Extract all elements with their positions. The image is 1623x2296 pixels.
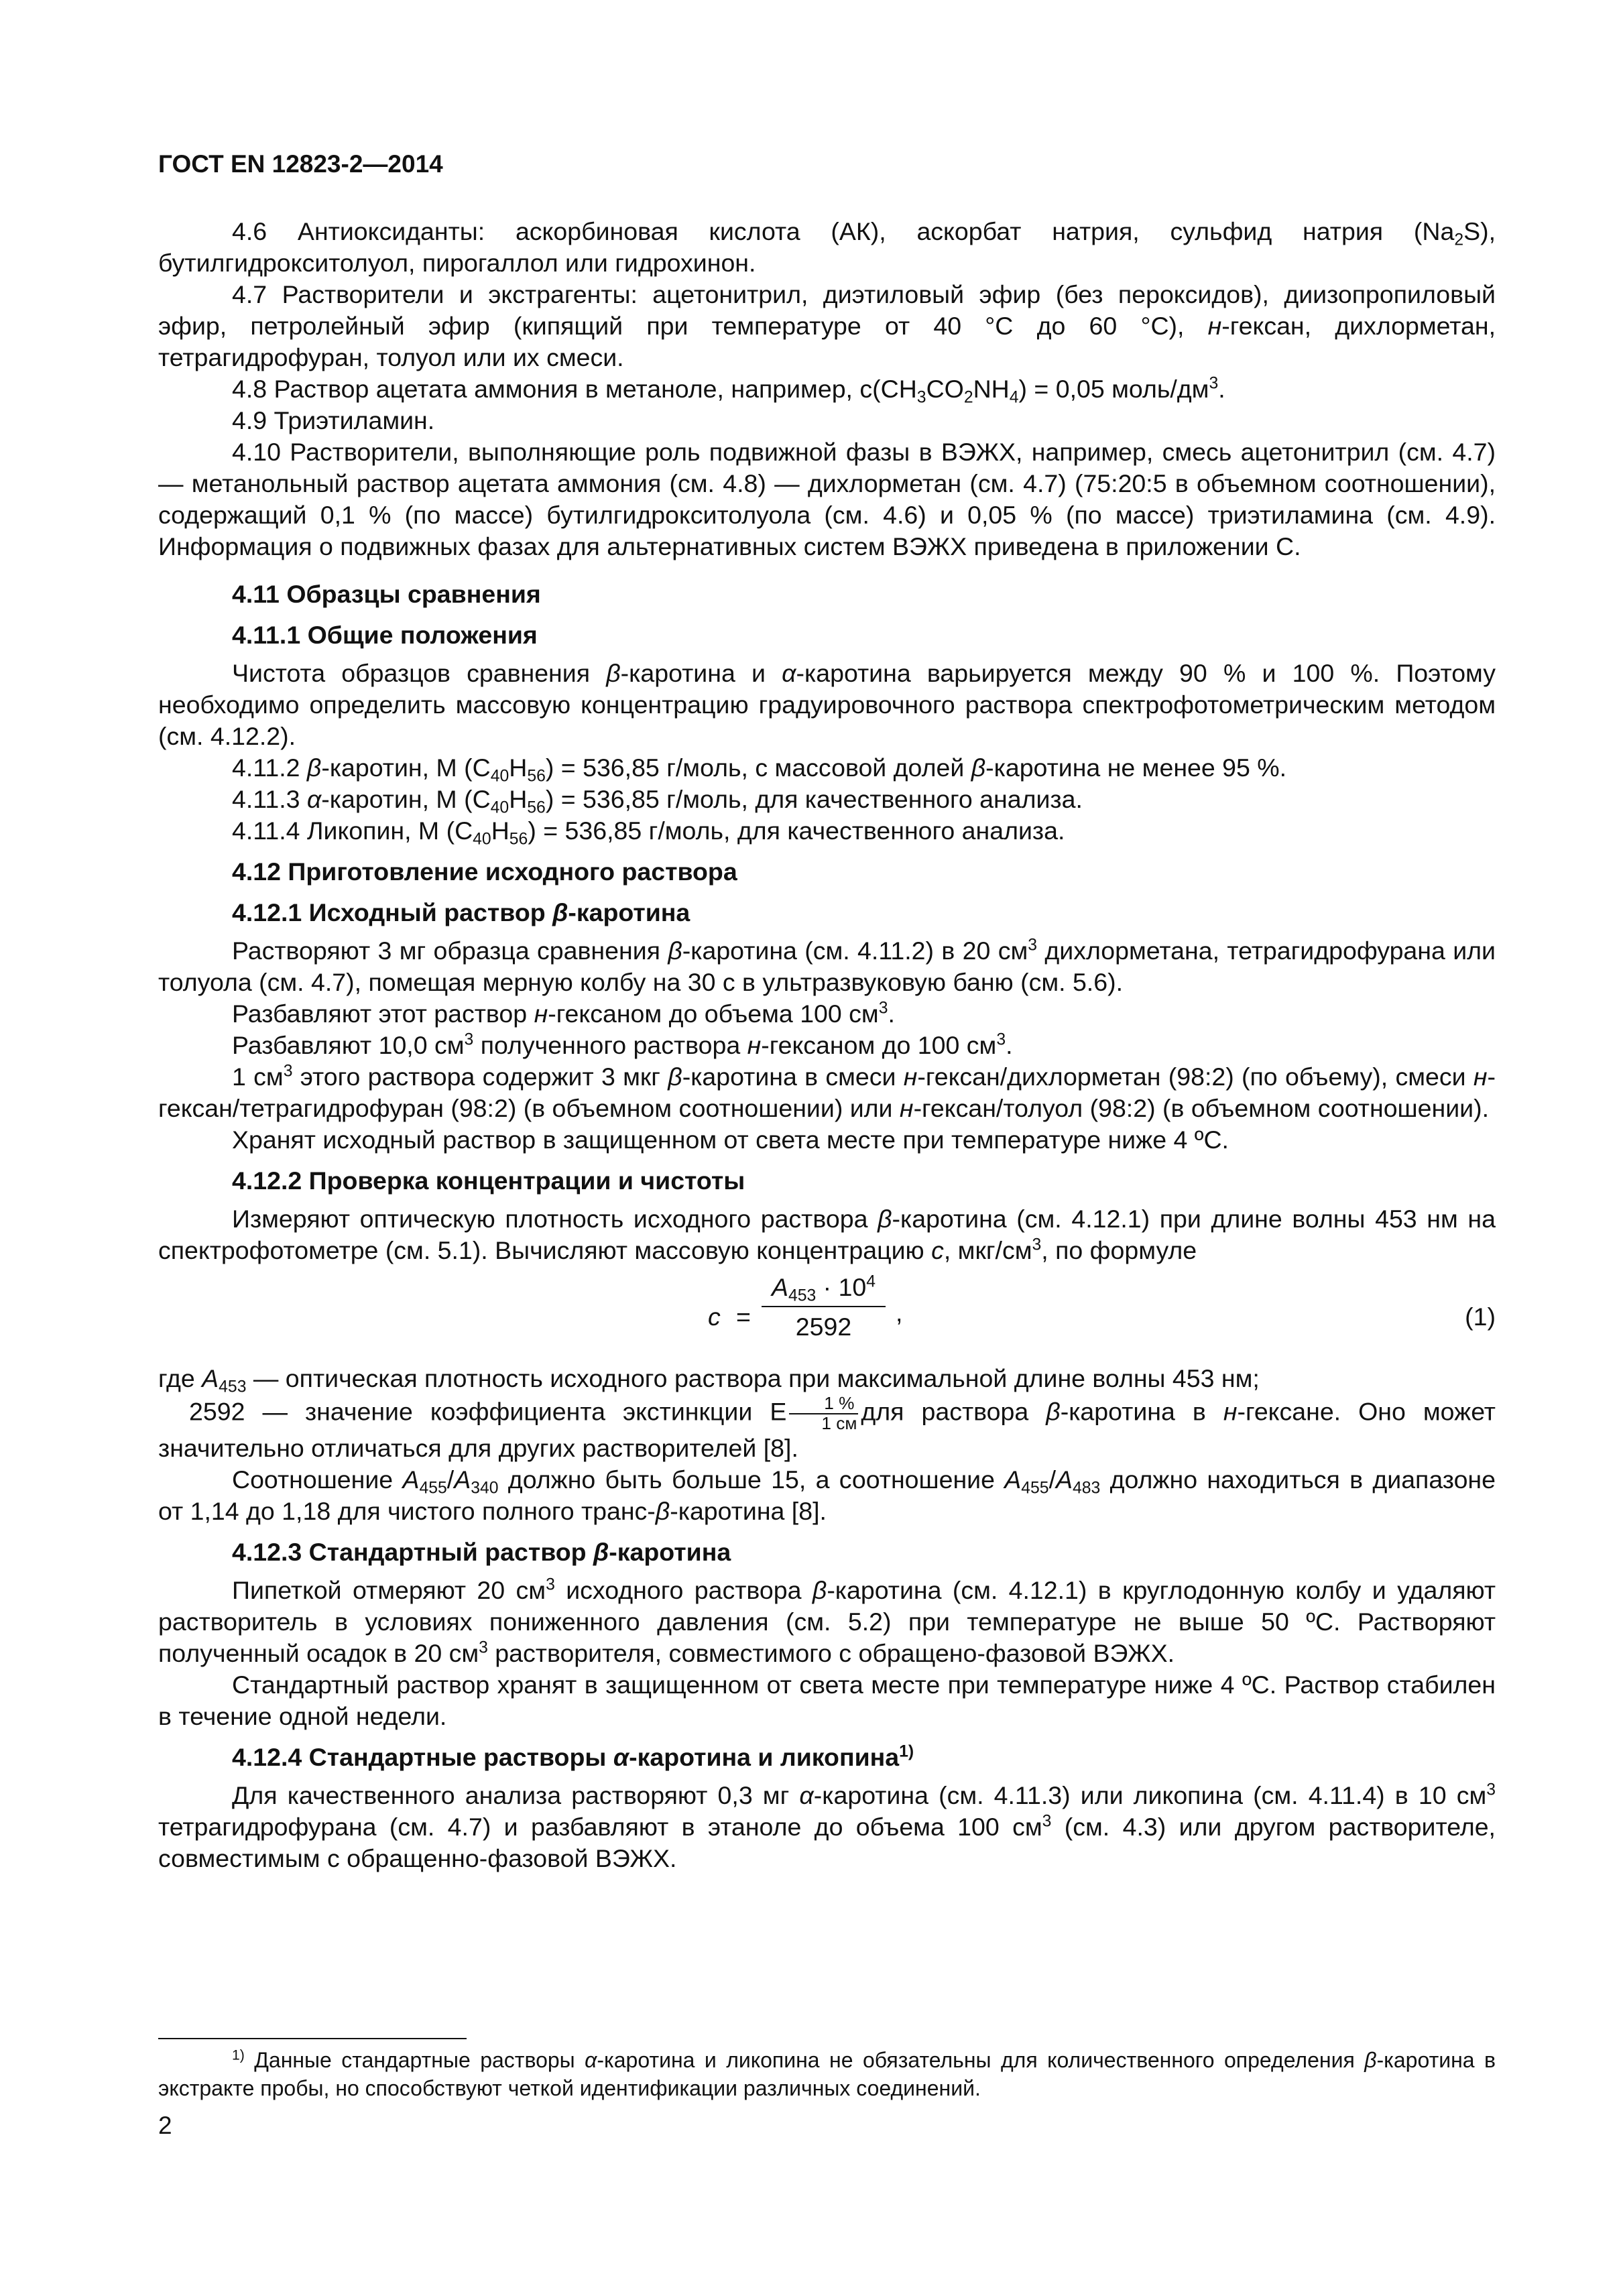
formula-denominator: 2592 xyxy=(795,1313,852,1341)
paragraph-4-12-1-e: Хранят исходный раствор в защищенном от света месте при температуре ниже 4 ºС. xyxy=(232,1126,1229,1154)
paragraph-4-11-2: 4.11.2 β-каротин, М $(С_{40}Н_{56}) = 536,85$ г/моль, с массовой долей β-каротина не менее 95 %. xyxy=(232,753,1287,786)
paragraph-4-9: 4.9 Триэтиламин. xyxy=(232,406,435,434)
paragraph-4-12-3-b: Стандартный раствор хранят в защищенном от света месте при температуре ниже 4 ºС. Раствор стабилен в течение одной недели. xyxy=(158,1671,1496,1731)
paragraph-4-12-1-b: Разбавляют этот раствор н-гексаном до объема 100 $см^3$. xyxy=(232,999,895,1028)
where-a453: где $A_{453}$ — оптическая плотность исходного раствора при максимальной длине волны 453 нм; xyxy=(158,1364,1260,1396)
heading-4-12-2: 4.12.2 Проверка концентрации и чистоты xyxy=(232,1166,745,1195)
heading-4-12-1: 4.12.1 Исходный раствор β-каротина xyxy=(232,898,690,926)
paragraph-4-12-4: Для качественного анализа растворяют 0,3 мг α-каротина (см. 4.11.3) или ликопина (см. 4.11.4) в 10 $см^3$ тетрагидрофурана (см. 4.7) и разбавляют в этаноле до объема 100 $см^3$ (см. 4.3) или другом растворителе, совместимым с обращенно-фазовой ВЭЖХ. xyxy=(158,1780,1496,1873)
paragraph-4-8: 4.8 Раствор ацетата аммония в метаноле, например, $с(CH_3CO_2NH_4) = 0,05$ моль/$дм^3$. xyxy=(232,374,1225,407)
formula-numerator: $A_{453} \cdot 10^4$ xyxy=(762,1272,886,1307)
heading-4-12-3: 4.12.3 Стандартный раствор β-каротина xyxy=(232,1538,731,1567)
paragraph-4-7: 4.7 Растворители и экстрагенты: ацетонитрил, диэтиловый эфир (без пероксидов), диизопропиловый эфир, петролейный эфир (кипящий при температуре от 40 °С до 60 °С), н-гексан, дихлорметан, тетрагидрофуран, толуол или их смеси. xyxy=(158,280,1496,371)
formula-fraction xyxy=(762,1272,886,1343)
formula-1 xyxy=(158,1272,1496,1359)
paragraph-4-12-3-a: Пипеткой отмеряют 20 $см^3$ исходного раствора β-каротина (см. 4.12.1) в круглодонную колбу и удаляют растворитель в условиях пониженного давления (см. 5.2) при температуре не выше 50 ºС. Растворяют полученный осадок в 20 $см^3$ растворителя, совместимого с обращено-фазовой ВЭЖХ. xyxy=(158,1575,1496,1668)
where-2592: 2592 — значение коэффициента экстинкции E $\frac{1 \%}{1 см}$ для раствора β-каротина в н-гексане. Оно может значительно отличаться для других растворителей [8]. xyxy=(158,1393,1496,1463)
paragraph-4-12-1-c: Разбавляют 10,0 $см^3$ полученного раствора н-гексаном до 100 $см^3$. xyxy=(232,1030,1013,1059)
formula-number: (1) xyxy=(1465,1303,1496,1331)
heading-4-11: 4.11 Образцы сравнения xyxy=(232,580,541,608)
paragraph-4-11-4: 4.11.4 Ликопин, М $(С_{40}Н_{56}) = 536,85$ г/моль, для качественного анализа. xyxy=(232,817,1065,849)
page-number: 2 xyxy=(158,2112,172,2139)
document-body xyxy=(158,216,1496,1874)
extinction-fraction: $\frac{1 \%}{1 см}$ xyxy=(789,1394,858,1433)
paragraph-4-12-2: Измеряют оптическую плотность исходного раствора β-каротина (см. 4.12.1) при длине волны 453 нм на спектрофотометре (см. 5.1). Вычисляют массовую концентрацию с, мкг/$см^3$, по формуле xyxy=(158,1205,1496,1264)
paragraph-4-11-1: Чистота образцов сравнения β-каротина и α-каротина варьируется между 90 % и 100 %. Поэтому необходимо определить массовую концентрацию градуировочного раствора спектрофотометрическим методом (см. 4.12.2). xyxy=(158,659,1496,750)
footnote-divider xyxy=(158,2038,467,2039)
formula-equals: = xyxy=(736,1303,751,1331)
paragraph-4-6: 4.6 Антиоксиданты: аскорбиновая кислота (АК), аскорбат натрия, сульфид натрия $(Na_2S)$, бутилгидрокситолуол, пирогаллол или гидрохинон. xyxy=(158,217,1496,277)
heading-4-12-4: 4.12.4 Стандартные растворы α-каротина и ликопина$^{1)}$ xyxy=(232,1742,914,1772)
paragraph-4-12-1-a: Растворяют 3 мг образца сравнения β-каротина (см. 4.11.2) в 20 $см^3$ дихлорметана, тетрагидрофурана или толуола (см. 4.7), помещая мерную колбу на 30 с в ультразвуковую баню (см. 5.6). xyxy=(158,936,1496,996)
standard-header: ГОСТ EN 12823-2—2014 xyxy=(158,150,443,178)
heading-4-12: 4.12 Приготовление исходного раствора xyxy=(232,857,737,886)
paragraph-ratio: Соотношение $A_{455}/A_{340}$ должно быть больше 15, а соотношение $A_{455}/A_{483}$ должно находиться в диапазоне от 1,14 до 1,18 для чистого полного транс-β-каротина [8]. xyxy=(158,1465,1496,1526)
heading-4-11-1: 4.11.1 Общие положения xyxy=(232,621,538,649)
footnote-text: $^{1)}$ Данные стандартные растворы α-каротина и ликопина не обязательны для количественного определения β-каротина в экстракте пробы, но способствуют четкой идентификации различных соединений. xyxy=(158,2047,1496,2100)
paragraph-4-12-1-d: 1 $см^3$ этого раствора содержит 3 мкг β-каротина в смеси н-гексан/дихлорметан (98:2) (по объему), смеси н-гексан/тетрагидрофуран (98:2) (в объемном соотношении) или н-гексан/толуол (98:2) (в объемном соотношении). xyxy=(158,1062,1496,1122)
paragraph-4-10: 4.10 Растворители, выполняющие роль подвижной фазы в ВЭЖХ, например, смесь ацетонитрил (см. 4.7) — метанольный раствор ацетата аммония (см. 4.8) — дихлорметан (см. 4.7) (75:20:5 в объемном соотношении), содержащий 0,1 % (по массе) бутилгидрокситолуола (см. 4.6) и 0,05 % (по массе) триэтиламина (см. 4.9). Информация о подвижных фазах для альтернативных систем ВЭЖХ приведена в приложении С. xyxy=(158,438,1496,560)
formula-lhs: с xyxy=(708,1303,721,1331)
paragraph-4-11-3: 4.11.3 α-каротин, М $(С_{40}Н_{56}) = 536,85$ г/моль, для качественного анализа. xyxy=(232,785,1083,817)
formula-comma: , xyxy=(896,1298,903,1327)
footnote xyxy=(158,2046,1496,2102)
